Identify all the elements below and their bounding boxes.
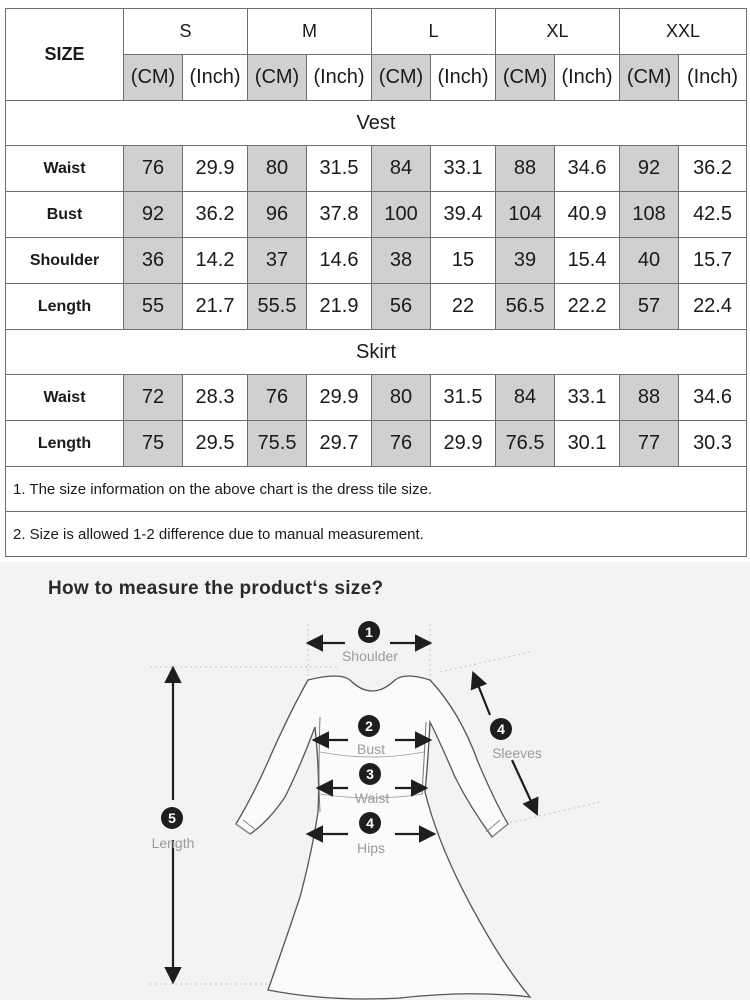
table-cell: 36.2 xyxy=(679,146,747,192)
sleeve-arrow-up xyxy=(474,675,490,715)
size-header-row xyxy=(6,9,747,55)
svg-text:4: 4 xyxy=(497,721,505,737)
size-column-xl: XL xyxy=(496,9,620,55)
table-row xyxy=(6,192,747,238)
size-column-s: S xyxy=(124,9,248,55)
unit-inch-header: (Inch) xyxy=(679,55,747,101)
size-chart xyxy=(5,8,746,554)
table-cell: 77 xyxy=(620,421,679,467)
table-cell: 34.6 xyxy=(679,375,747,421)
table-cell: 29.7 xyxy=(307,421,372,467)
table-cell: 76 xyxy=(372,421,431,467)
table-cell: 80 xyxy=(372,375,431,421)
unit-cm-header: (CM) xyxy=(372,55,431,101)
svg-text:Length: Length xyxy=(151,835,195,851)
table-cell: 22.4 xyxy=(679,284,747,330)
table-cell: 100 xyxy=(372,192,431,238)
svg-text:1: 1 xyxy=(365,624,373,640)
unit-inch-header: (Inch) xyxy=(555,55,620,101)
table-cell: 72 xyxy=(124,375,183,421)
size-column-xxl: XXL xyxy=(620,9,747,55)
table-cell: 76 xyxy=(248,375,307,421)
dress-diagram xyxy=(0,562,750,1000)
unit-cm-header: (CM) xyxy=(248,55,307,101)
sleeve-arrow-down xyxy=(512,760,536,812)
note-row xyxy=(6,467,747,512)
table-cell: 29.9 xyxy=(431,421,496,467)
table-cell: 75 xyxy=(124,421,183,467)
table-cell: 84 xyxy=(496,375,555,421)
table-cell: 15 xyxy=(431,238,496,284)
table-cell: 56 xyxy=(372,284,431,330)
table-cell: 37.8 xyxy=(307,192,372,238)
table-cell: 15.4 xyxy=(555,238,620,284)
table-cell: 39 xyxy=(496,238,555,284)
table-cell: 36.2 xyxy=(183,192,248,238)
table-cell: 84 xyxy=(372,146,431,192)
measure-guide xyxy=(0,562,750,1000)
row-label: Waist xyxy=(6,146,124,192)
svg-text:4: 4 xyxy=(366,815,374,831)
table-cell: 55.5 xyxy=(248,284,307,330)
size-column-m: M xyxy=(248,9,372,55)
table-cell: 15.7 xyxy=(679,238,747,284)
row-label: Bust xyxy=(6,192,124,238)
table-cell: 14.2 xyxy=(183,238,248,284)
table-cell: 76.5 xyxy=(496,421,555,467)
table-cell: 33.1 xyxy=(431,146,496,192)
table-cell: 30.3 xyxy=(679,421,747,467)
table-cell: 33.1 xyxy=(555,375,620,421)
table-cell: 21.7 xyxy=(183,284,248,330)
note-text: 1. The size information on the above chart is the dress tile size. xyxy=(6,467,747,512)
size-header: SIZE xyxy=(6,9,124,101)
section-row xyxy=(6,330,747,375)
table-row xyxy=(6,284,747,330)
table-cell: 75.5 xyxy=(248,421,307,467)
svg-text:3: 3 xyxy=(366,766,374,782)
svg-text:Bust: Bust xyxy=(356,741,386,757)
table-cell: 30.1 xyxy=(555,421,620,467)
table-cell: 55 xyxy=(124,284,183,330)
table-cell: 92 xyxy=(620,146,679,192)
table-cell: 34.6 xyxy=(555,146,620,192)
table-cell: 29.9 xyxy=(183,146,248,192)
section-title: Skirt xyxy=(6,330,747,375)
table-cell: 21.9 xyxy=(307,284,372,330)
measure-guide-title: How to measure the product‘s size? xyxy=(48,578,384,599)
table-cell: 76 xyxy=(124,146,183,192)
svg-text:2: 2 xyxy=(365,718,373,734)
note-text: 2. Size is allowed 1-2 difference due to manual measurement. xyxy=(6,512,747,557)
table-cell: 36 xyxy=(124,238,183,284)
table-row xyxy=(6,238,747,284)
table-cell: 22.2 xyxy=(555,284,620,330)
table-cell: 108 xyxy=(620,192,679,238)
table-row xyxy=(6,146,747,192)
table-cell: 31.5 xyxy=(431,375,496,421)
size-table xyxy=(5,8,747,557)
row-label: Length xyxy=(6,421,124,467)
svg-text:Shoulder: Shoulder xyxy=(341,648,399,664)
table-cell: 28.3 xyxy=(183,375,248,421)
table-cell: 38 xyxy=(372,238,431,284)
svg-text:Waist: Waist xyxy=(354,790,390,806)
table-cell: 96 xyxy=(248,192,307,238)
table-cell: 92 xyxy=(124,192,183,238)
table-cell: 88 xyxy=(620,375,679,421)
unit-cm-header: (CM) xyxy=(124,55,183,101)
table-cell: 42.5 xyxy=(679,192,747,238)
row-label: Shoulder xyxy=(6,238,124,284)
table-cell: 22 xyxy=(431,284,496,330)
table-cell: 14.6 xyxy=(307,238,372,284)
table-cell: 39.4 xyxy=(431,192,496,238)
table-cell: 37 xyxy=(248,238,307,284)
section-title: Vest xyxy=(6,101,747,146)
table-cell: 104 xyxy=(496,192,555,238)
table-cell: 29.5 xyxy=(183,421,248,467)
marker-length xyxy=(152,807,195,851)
table-cell: 57 xyxy=(620,284,679,330)
row-label: Waist xyxy=(6,375,124,421)
table-row xyxy=(6,375,747,421)
table-cell: 40 xyxy=(620,238,679,284)
marker-sleeves xyxy=(490,718,542,761)
note-row xyxy=(6,512,747,557)
unit-inch-header: (Inch) xyxy=(307,55,372,101)
dress-outline-icon xyxy=(236,676,530,999)
unit-cm-header: (CM) xyxy=(620,55,679,101)
table-cell: 80 xyxy=(248,146,307,192)
table-cell: 29.9 xyxy=(307,375,372,421)
size-column-l: L xyxy=(372,9,496,55)
section-row xyxy=(6,101,747,146)
table-cell: 56.5 xyxy=(496,284,555,330)
unit-inch-header: (Inch) xyxy=(431,55,496,101)
table-row xyxy=(6,421,747,467)
unit-cm-header: (CM) xyxy=(496,55,555,101)
svg-text:Sleeves: Sleeves xyxy=(492,745,542,761)
table-cell: 31.5 xyxy=(307,146,372,192)
table-cell: 40.9 xyxy=(555,192,620,238)
row-label: Length xyxy=(6,284,124,330)
marker-shoulder xyxy=(342,621,398,664)
svg-text:5: 5 xyxy=(168,810,176,826)
table-cell: 88 xyxy=(496,146,555,192)
svg-text:Hips: Hips xyxy=(356,840,386,856)
unit-inch-header: (Inch) xyxy=(183,55,248,101)
